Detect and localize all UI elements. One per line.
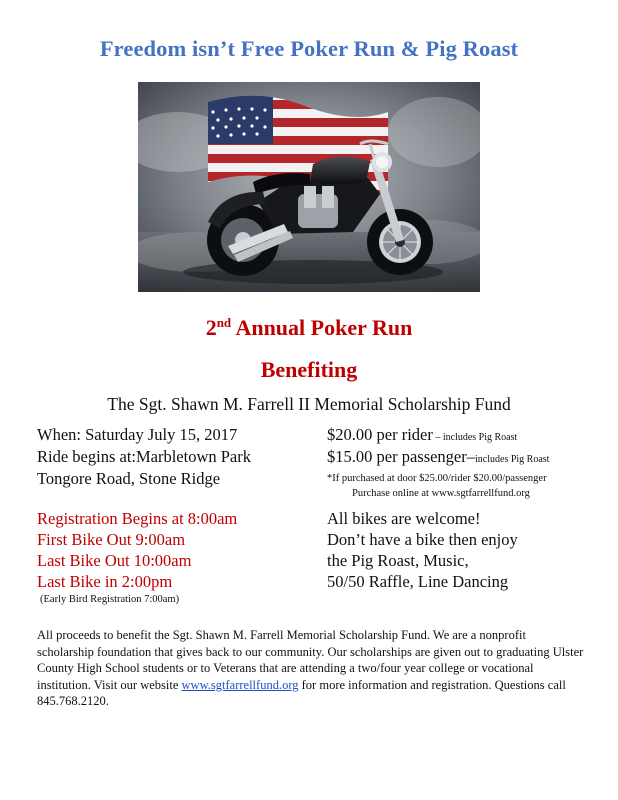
early-bird-note: (Early Bird Registration 7:00am) xyxy=(40,594,180,605)
fund-name: The Sgt. Shawn M. Farrell II Memorial Scholarship Fund xyxy=(107,394,511,414)
event-date: When: Saturday July 15, 2017 xyxy=(37,425,238,444)
rider-price: $20.00 per rider – includes Pig Roast xyxy=(327,425,518,444)
flyer-title: Freedom isn’t Free Poker Run & Pig Roast xyxy=(99,36,519,61)
proceeds-paragraph: All proceeds to benefit the Sgt. Shawn M. Farrell Memorial Scholarship Fund. We are a nonprofit scholarship foundation that gives back to our community. Our scholarships are given out to graduating Ulster County High School students or to Veterans that are attending a two/four year college or vocational institution. Visit our website www.sgtfarrellfund.org for more information and registration. Questions call 845.768.2120. xyxy=(37,628,584,709)
ride-start-location: Ride begins at:Marbletown Park xyxy=(37,447,252,466)
welcome-line-1: All bikes are welcome! xyxy=(327,509,481,528)
first-bike-out-time: First Bike Out 9:00am xyxy=(37,530,186,549)
website-link[interactable]: www.sgtfarrellfund.org xyxy=(181,677,299,692)
registration-time: Registration Begins at 8:00am xyxy=(37,509,238,528)
welcome-line-2: Don’t have a bike then enjoy xyxy=(327,530,518,549)
door-price-note: *If purchased at door $25.00/rider $20.00/passenger xyxy=(327,473,547,484)
annual-poker-run-heading: 2nd Annual Poker Run xyxy=(205,315,413,340)
passenger-price: $15.00 per passenger–includes Pig Roast xyxy=(327,447,550,466)
last-bike-in-time: Last Bike in 2:00pm xyxy=(37,572,173,591)
online-purchase-note: Purchase online at www.sgtfarrellfund.org xyxy=(352,488,530,499)
ride-location-road: Tongore Road, Stone Ridge xyxy=(37,469,221,488)
benefiting-heading: Benefiting xyxy=(260,357,358,382)
motorcycle-with-american-flag-image xyxy=(138,82,480,292)
welcome-line-3: the Pig Roast, Music, xyxy=(327,551,469,570)
last-bike-out-time: Last Bike Out 10:00am xyxy=(37,551,192,570)
welcome-line-4: 50/50 Raffle, Line Dancing xyxy=(327,572,509,591)
